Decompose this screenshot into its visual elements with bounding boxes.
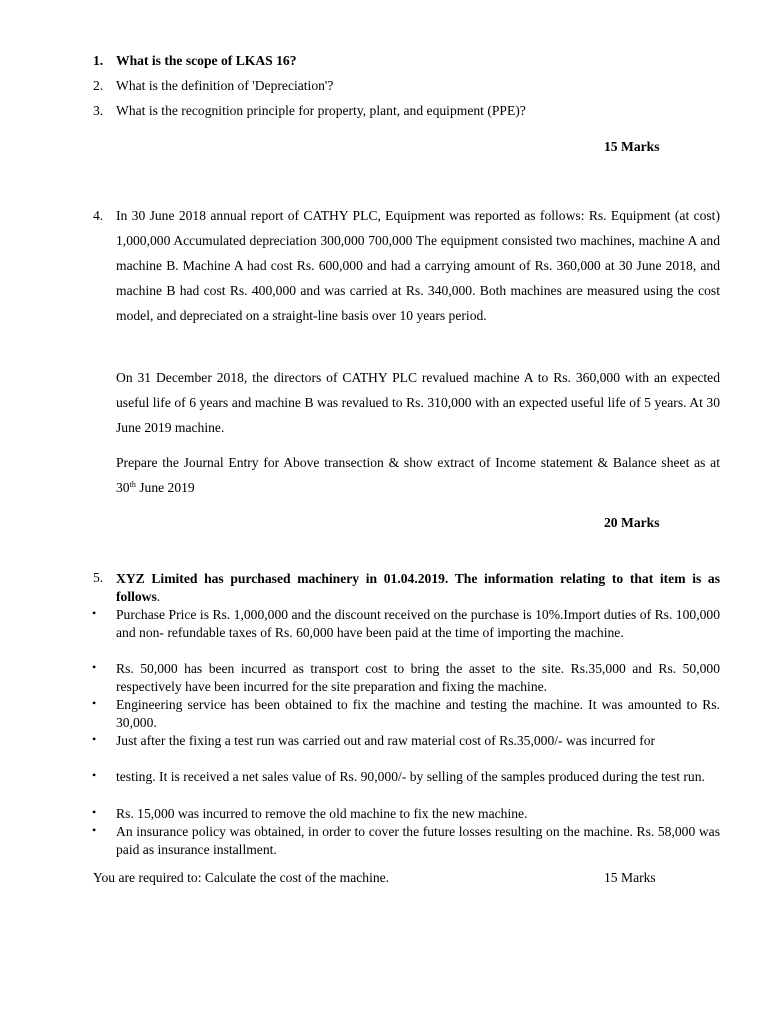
bullet-icon: • xyxy=(92,823,97,837)
question-number: 4. xyxy=(93,208,104,223)
question-text: What is the scope of LKAS 16? xyxy=(116,53,297,68)
question-number: 5. xyxy=(93,570,104,585)
bullet-item: Just after the fixing a test run was carried out and raw material cost of Rs.35,000/- was incurred for xyxy=(116,733,656,748)
bullet-item: testing. It is received a net sales value of Rs. 90,000/- by selling of the samples produced during the test run. xyxy=(116,769,705,784)
question-4-paragraph-1: In 30 June 2018 annual report of CATHY PLC, Equipment was reported as follows: Rs. Equipment (at cost) 1,000,000 Accumulated depreciation 300,000 700,000 The equipment consisted two machines, machine A and machine B. Machine A had cost Rs. 600,000 and had a carrying amount of Rs. 360,000 at 30 June 2018, and machine B had cost Rs. 400,000 and was carried at Rs. 340,000. Both machines are measured using the cost model, and depreciated on a straight-line basis over 10 years period. xyxy=(116,208,720,323)
marks-label: 15 Marks xyxy=(604,139,660,154)
bullet-item: Rs. 15,000 was incurred to remove the old machine to fix the new machine. xyxy=(116,806,528,821)
bullet-icon: • xyxy=(92,805,97,819)
question-text: What is the definition of 'Depreciation'? xyxy=(116,78,334,93)
bullet-icon: • xyxy=(92,732,97,746)
question-text: What is the recognition principle for property, plant, and equipment (PPE)? xyxy=(116,103,526,118)
question-number: 3. xyxy=(93,103,104,118)
bullet-item: Rs. 50,000 has been incurred as transport cost to bring the asset to the site. Rs.35,000 and Rs. 50,000 respectively have been incurred for the site preparation and fixing the machine. xyxy=(116,661,720,694)
superscript: th xyxy=(129,480,136,489)
bullet-icon: • xyxy=(92,768,97,782)
question-4-paragraph-2: On 31 December 2018, the directors of CATHY PLC revalued machine A to Rs. 360,000 with an expected useful life of 6 years and machine B was revalued to Rs. 310,000 with an expected useful life of 5 years. At 30 June 2019 machine. xyxy=(116,370,720,435)
bullet-item: Purchase Price is Rs. 1,000,000 and the discount received on the purchase is 10%.Import duties of Rs. 100,000 and non- refundable taxes of Rs. 60,000 have been paid at the time of importing the machine. xyxy=(116,607,720,640)
bullet-item: An insurance policy was obtained, in order to cover the future losses resulting on the machine. Rs. 58,000 was paid as insurance installment. xyxy=(116,824,720,857)
instruction-text: You are required to: Calculate the cost of the machine. xyxy=(93,870,390,885)
question-5-heading: XYZ Limited has purchased machinery in 01.04.2019. The information relating to that item is as follows. xyxy=(116,571,720,604)
bullet-item: Engineering service has been obtained to fix the machine and testing the machine. It was amounted to Rs. 30,000. xyxy=(116,697,720,730)
bullet-icon: • xyxy=(92,606,97,620)
bullet-icon: • xyxy=(92,696,97,710)
bullet-icon: • xyxy=(92,660,97,674)
question-4-paragraph-3: Prepare the Journal Entry for Above transection & show extract of Income statement & Balance sheet as at 30th June 2019 xyxy=(116,455,720,495)
marks-label: 15 Marks xyxy=(604,870,656,885)
question-number: 1. xyxy=(93,53,104,68)
marks-label: 20 Marks xyxy=(604,515,660,530)
question-number: 2. xyxy=(93,78,104,93)
